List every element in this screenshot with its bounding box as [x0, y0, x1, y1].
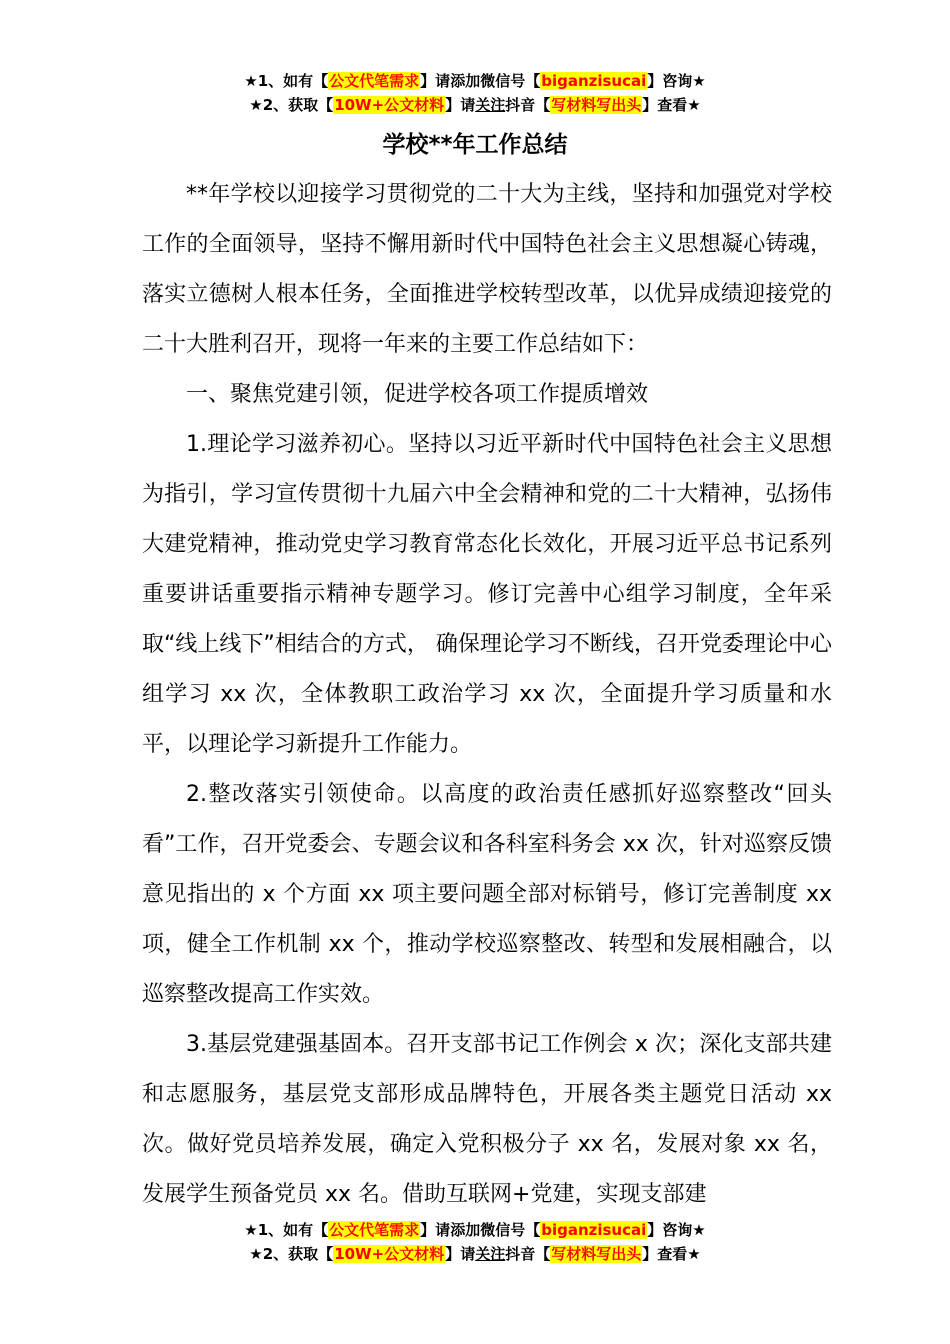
paragraph-item-1: 1.理论学习滋养初心。坚持以习近平新时代中国特色社会主义思想为指引，学习宣传贯彻十九届六中全会精神和党的二十大精神，弘扬伟大建党精神，推动党史学习教育常态化长效化，开展习近平总书记系列重要讲话重要指示精神专题学习。修订完善中心组学习制度，全年采取“线上线下”相结合的方式， 确保理论学习不断线，召开党委理论中心组学习 xx 次，全体教职工政治学习 xx 次，全面提升学习质量和水平，以理论学习新提升工作能力。: [142, 432, 832, 757]
promo-emphasis: 关注: [475, 96, 506, 114]
document-title: 学校**年工作总结: [382, 132, 568, 158]
promo-emphasis: 关注: [475, 1245, 506, 1263]
promo-text: 】请: [420, 1221, 451, 1239]
promo-text: 微信号【: [480, 72, 541, 90]
promo-text: 】查看★: [642, 1245, 701, 1263]
paragraph-item-2: 2.整改落实引领使命。以高度的政治责任感抓好巡察整改“回头看”工作，召开党委会、专题会议和各科室科务会 xx 次，针对巡察反馈意见指出的 x 个方面 xx 项主要问题全部对标销号，修订完善制度 xx 项，健全工作机制 xx 个，推动学校巡察整改、转型和发展相融合，以巡察整改提高工作实效。: [142, 782, 832, 1007]
highlight-wechat-id: biganzisucai: [541, 72, 647, 90]
promo-text: 抖音【: [505, 1245, 551, 1263]
promo-text: 】咨询★: [647, 1221, 706, 1239]
promo-line-1: [0, 69, 950, 93]
promo-text: 微信号【: [480, 1221, 541, 1239]
highlight-wechat-id: biganzisucai: [541, 1221, 647, 1239]
paragraph-item-3: 3.基层党建强基固本。召开支部书记工作例会 x 次；深化支部共建和志愿服务，基层党支部形成品牌特色，开展各类主题党日活动 xx 次。做好党员培养发展，确定入党积极分子 xx 名，发展对象 xx 名，发展学生预备党员 xx 名。借助互联网+党建，实现支部建: [142, 1032, 832, 1207]
promo-text: 】查看★: [642, 96, 701, 114]
document-body: [142, 170, 832, 1220]
promo-banner-bottom: [0, 1218, 950, 1266]
promo-line-2: [0, 1242, 950, 1266]
promo-text: 】咨询★: [647, 72, 706, 90]
promo-text: ★2、获取【: [249, 1245, 334, 1263]
promo-text: 】请: [420, 72, 451, 90]
promo-text: ★2、获取【: [249, 96, 334, 114]
promo-emphasis: 添加: [450, 72, 481, 90]
highlight-service: 公文代笔需求: [329, 1221, 420, 1239]
highlight-service: 公文代笔需求: [329, 72, 420, 90]
promo-text: 】请: [445, 96, 476, 114]
section-heading: 一、聚焦党建引领，促进学校各项工作提质增效: [186, 382, 649, 407]
promo-line-1: [0, 1218, 950, 1242]
promo-emphasis: 添加: [450, 1221, 481, 1239]
promo-text: 抖音【: [505, 96, 551, 114]
promo-banner-top: [0, 69, 950, 117]
highlight-materials: 10W+公文材料: [334, 1245, 445, 1263]
highlight-douyin-account: 写材料写出头: [551, 96, 642, 114]
promo-line-2: [0, 93, 950, 117]
promo-text: ★1、如有【: [244, 1221, 329, 1239]
promo-text: ★1、如有【: [244, 72, 329, 90]
promo-text: 】请: [445, 1245, 476, 1263]
paragraph-intro: **年学校以迎接学习贯彻党的二十大为主线，坚持和加强党对学校工作的全面领导，坚持不懈用新时代中国特色社会主义思想凝心铸魂，落实立德树人根本任务，全面推进学校转型改革，以优异成绩迎接党的二十大胜利召开，现将一年来的主要工作总结如下：: [142, 182, 832, 357]
highlight-douyin-account: 写材料写出头: [551, 1245, 642, 1263]
highlight-materials: 10W+公文材料: [334, 96, 445, 114]
